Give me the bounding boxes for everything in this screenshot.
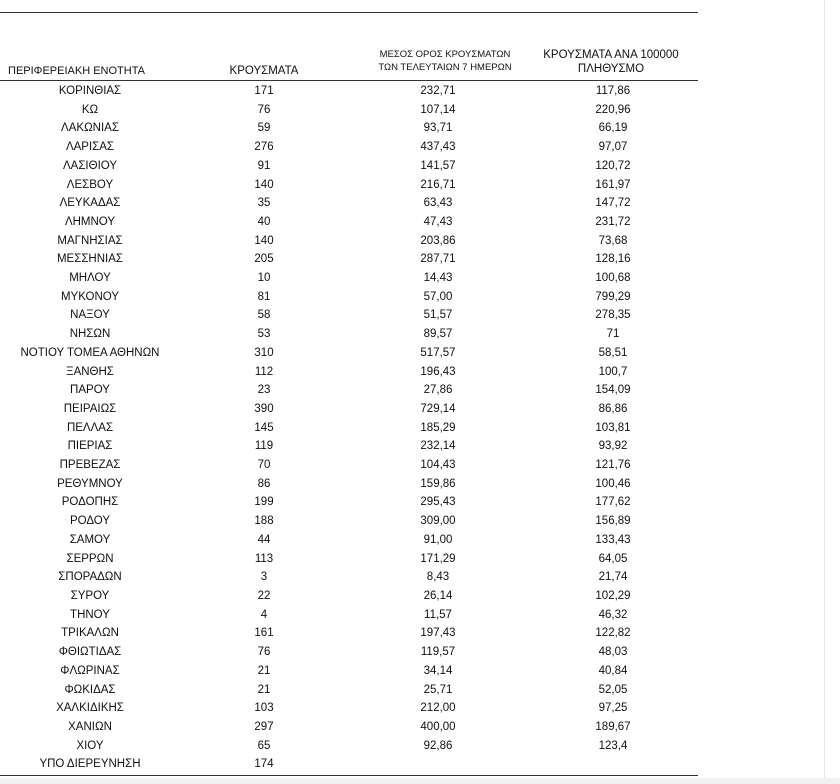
cell-seven-day-average: 47,43: [423, 215, 453, 228]
cell-region: ΤΗΝΟΥ: [70, 608, 110, 621]
table-row: [0, 587, 698, 606]
cell-cases: 3: [260, 571, 268, 584]
cell-cases-per-100k: 64,05: [598, 552, 628, 565]
cell-cases-per-100k: 122,82: [595, 627, 631, 640]
cell-seven-day-average: 203,86: [420, 234, 456, 247]
cell-cases: 23: [257, 384, 271, 397]
cell-region: ΜΗΛΟΥ: [69, 272, 111, 285]
cell-region: ΡΕΘΥΜΝΟΥ: [57, 477, 123, 490]
table-row: [0, 737, 698, 756]
cell-region: ΠΕΛΛΑΣ: [66, 421, 114, 434]
table-row: [0, 718, 698, 737]
cell-seven-day-average: 8,43: [426, 571, 450, 584]
cell-cases-per-100k: 117,86: [595, 85, 631, 97]
cell-seven-day-average: [348, 755, 528, 774]
table-row: [0, 381, 698, 400]
cell-cases-per-100k: 189,67: [595, 720, 631, 733]
table-body: [0, 82, 698, 774]
cell-region: ΠΙΕΡΙΑΣ: [67, 440, 113, 453]
cell-cases: 103: [254, 702, 274, 715]
table-row: [0, 568, 698, 587]
cell-cases-per-100k: 177,62: [595, 496, 631, 509]
table-row: [0, 325, 698, 344]
table-row: [0, 493, 698, 512]
table-row: [0, 699, 698, 718]
cell-cases: 276: [254, 141, 274, 154]
cell-seven-day-average: 119,57: [420, 646, 456, 659]
cell-cases: 76: [257, 103, 271, 116]
cell-region: ΜΑΓΝΗΣΙΑΣ: [57, 234, 123, 247]
page-edge: [824, 0, 825, 784]
cell-seven-day-average: 57,00: [423, 290, 453, 303]
cell-cases-per-100k: 46,32: [598, 608, 628, 621]
cell-seven-day-average: 216,71: [420, 178, 456, 191]
cell-cases-per-100k: 121,76: [595, 459, 631, 472]
cell-cases: 10: [257, 272, 271, 285]
table-row: [0, 512, 698, 531]
cell-region: ΚΩ: [81, 103, 99, 116]
cell-cases-per-100k: 220,96: [595, 103, 631, 116]
cell-region: ΛΑΣΙΘΙΟΥ: [62, 159, 118, 172]
cell-cases: 390: [254, 402, 274, 415]
cell-cases: 70: [257, 459, 271, 472]
cell-cases-per-100k: 102,29: [595, 589, 631, 602]
cell-seven-day-average: 729,14: [420, 402, 456, 415]
table-row: [0, 400, 698, 419]
cell-cases: 35: [257, 197, 271, 210]
table-row: [0, 138, 698, 157]
cell-cases-per-100k: 73,68: [598, 234, 628, 247]
cell-seven-day-average: 232,14: [420, 440, 456, 453]
cell-cases-per-100k: 97,25: [598, 702, 628, 715]
cell-cases: 297: [254, 720, 274, 733]
cell-cases-per-100k: 100,46: [595, 477, 631, 490]
cell-seven-day-average: 295,43: [420, 496, 456, 509]
table-row: [0, 157, 698, 176]
cell-cases-per-100k: [528, 755, 698, 774]
table-row: [0, 363, 698, 382]
header-avg-line1: ΜΕΣΟΣ ΟΡΟΣ ΚΡΟΥΣΜΑΤΩΝ: [379, 49, 511, 60]
cell-seven-day-average: 27,86: [423, 384, 453, 397]
cell-seven-day-average: 93,71: [423, 122, 453, 135]
cell-cases-per-100k: 40,84: [598, 664, 628, 677]
cell-region: ΛΑΚΩΝΙΑΣ: [61, 122, 119, 135]
header-per-line2: ΠΛΗΘΥΣΜΟ: [577, 63, 645, 75]
cell-region: ΜΥΚΟΝΟΥ: [60, 290, 120, 303]
cell-cases: 86: [257, 477, 271, 490]
table-row: [0, 344, 698, 363]
cell-cases-per-100k: 58,51: [598, 346, 628, 359]
table-row: [0, 550, 698, 569]
cell-cases: 44: [257, 533, 271, 546]
cell-region: ΛΗΜΝΟΥ: [64, 215, 116, 228]
cell-cases: 76: [257, 646, 271, 659]
table-row: [0, 119, 698, 138]
cell-cases-per-100k: 133,43: [595, 533, 631, 546]
cell-cases: 161: [254, 627, 274, 640]
footer-rule: [0, 775, 698, 776]
cell-cases: 205: [254, 253, 274, 266]
table-row: [0, 437, 698, 456]
cell-region: ΠΡΕΒΕΖΑΣ: [59, 459, 121, 472]
cell-region: ΥΠΟ ΔΙΕΡΕΥΝΗΣΗ: [39, 758, 141, 771]
cell-seven-day-average: 34,14: [423, 664, 453, 677]
cell-cases: 188: [254, 515, 274, 528]
cell-seven-day-average: 91,00: [423, 533, 453, 546]
cell-cases: 81: [257, 290, 271, 303]
table-row: [0, 176, 698, 195]
cell-cases: 4: [260, 608, 268, 621]
cell-seven-day-average: 309,00: [420, 515, 456, 528]
cell-region: ΝΗΣΩΝ: [69, 328, 111, 341]
header-avg-line2: ΤΩΝ ΤΕΛΕΥΤΑΙΩΝ 7 ΗΜΕΡΩΝ: [378, 62, 512, 73]
cell-cases-per-100k: 123,4: [598, 739, 628, 752]
table-row: [0, 250, 698, 269]
cell-cases: 174: [254, 758, 274, 771]
cell-seven-day-average: 400,00: [420, 720, 456, 733]
cell-cases-per-100k: 278,35: [595, 309, 631, 322]
header-cases: ΚΡΟΥΣΜΑΤΑ: [229, 65, 299, 77]
cell-region: ΛΑΡΙΣΑΣ: [65, 141, 115, 154]
cell-cases: 21: [257, 683, 271, 696]
cell-region: ΦΩΚΙΔΑΣ: [64, 683, 116, 696]
cell-seven-day-average: 107,14: [420, 103, 456, 116]
cell-cases-per-100k: 48,03: [598, 646, 628, 659]
cell-region: ΛΕΣΒΟΥ: [66, 178, 114, 191]
table-row: [0, 419, 698, 438]
cell-cases-per-100k: 52,05: [598, 683, 628, 696]
cell-cases-per-100k: 128,16: [595, 253, 631, 266]
cases-table: [0, 82, 698, 774]
page-bottom-band: [0, 778, 840, 784]
cell-region: ΧΙΟΥ: [76, 739, 104, 752]
cell-region: ΡΟΔΟΠΗΣ: [61, 496, 119, 509]
cell-region: ΚΟΡΙΝΘΙΑΣ: [58, 85, 122, 97]
cell-cases-per-100k: 97,07: [598, 141, 628, 154]
cell-cases: 140: [254, 178, 274, 191]
header-rule: [0, 80, 698, 81]
cell-cases-per-100k: 156,89: [595, 515, 631, 528]
cell-cases-per-100k: 231,72: [595, 215, 631, 228]
cell-cases: 59: [257, 122, 271, 135]
cell-cases: 199: [254, 496, 274, 509]
cell-cases-per-100k: 71: [606, 328, 620, 341]
cell-cases: 53: [257, 328, 271, 341]
cell-cases: 21: [257, 664, 271, 677]
cell-cases-per-100k: 66,19: [598, 122, 628, 135]
cell-region: ΣΠΟΡΑΔΩΝ: [58, 571, 122, 584]
cell-cases: 310: [254, 346, 274, 359]
table-row: [0, 82, 698, 101]
table-row: [0, 269, 698, 288]
cell-seven-day-average: 437,43: [420, 141, 456, 154]
cell-cases-per-100k: 161,97: [595, 178, 631, 191]
cell-region: ΣΕΡΡΩΝ: [66, 552, 114, 565]
cell-seven-day-average: 14,43: [423, 272, 453, 285]
cell-seven-day-average: 63,43: [423, 197, 453, 210]
table-row: [0, 643, 698, 662]
header-region: ΠΕΡΙΦΕΡΕΙΑΚΗ ΕΝΟΤΗΤΑ: [8, 65, 145, 77]
cell-region: ΤΡΙΚΑΛΩΝ: [61, 627, 119, 640]
table-row: [0, 681, 698, 700]
cell-region: ΠΕΙΡΑΙΩΣ: [63, 402, 117, 415]
table-row: [0, 213, 698, 232]
cell-cases: 145: [254, 421, 274, 434]
cell-region: ΣΑΜΟΥ: [69, 533, 111, 546]
cell-cases-per-100k: 147,72: [595, 197, 631, 210]
cell-cases-per-100k: 86,86: [598, 402, 628, 415]
cell-region: ΣΥΡΟΥ: [70, 589, 110, 602]
table-row: [0, 606, 698, 625]
cell-cases-per-100k: 799,29: [595, 290, 631, 303]
cell-seven-day-average: 517,57: [420, 346, 456, 359]
table-row: [0, 475, 698, 494]
cell-region: ΡΟΔΟΥ: [69, 515, 111, 528]
cell-seven-day-average: 51,57: [423, 309, 453, 322]
cell-region: ΜΕΣΣΗΝΙΑΣ: [56, 253, 124, 266]
table-row: [0, 755, 698, 774]
cell-seven-day-average: 25,71: [423, 683, 453, 696]
cell-seven-day-average: 104,43: [420, 459, 456, 472]
table-row: [0, 531, 698, 550]
cell-cases: 112: [254, 365, 274, 378]
cell-seven-day-average: 11,57: [424, 608, 452, 621]
cell-seven-day-average: 141,57: [420, 159, 456, 172]
cell-region: ΛΕΥΚΑΔΑΣ: [59, 197, 121, 210]
cell-cases: 140: [254, 234, 274, 247]
table-row: [0, 456, 698, 475]
cell-cases: 119: [254, 440, 274, 453]
cell-seven-day-average: 185,29: [420, 421, 456, 434]
cell-cases: 58: [257, 309, 271, 322]
cell-region: ΧΑΝΙΩΝ: [68, 720, 112, 733]
cell-seven-day-average: 159,86: [420, 477, 456, 490]
table-row: [0, 662, 698, 681]
table-row: [0, 232, 698, 251]
header-seven-day-average: [360, 48, 530, 74]
cell-region: ΧΑΛΚΙΔΙΚΗΣ: [56, 702, 124, 715]
cell-cases-per-100k: 21,74: [598, 571, 628, 584]
cell-cases: 91: [257, 159, 271, 172]
cell-seven-day-average: 197,43: [420, 627, 456, 640]
cell-cases-per-100k: 103,81: [595, 421, 631, 434]
header-per-line1: ΚΡΟΥΣΜΑΤΑ ΑΝΑ 100000: [543, 49, 679, 61]
cell-region: ΞΑΝΘΗΣ: [66, 365, 114, 378]
cell-region: ΦΛΩΡΙΝΑΣ: [60, 664, 120, 677]
top-rule: [0, 12, 698, 13]
cell-seven-day-average: 232,71: [420, 85, 456, 97]
header-cases-per-100k: [525, 48, 697, 76]
table-row: [0, 288, 698, 307]
cell-cases: 113: [254, 552, 274, 565]
cell-seven-day-average: 26,14: [423, 589, 453, 602]
cell-cases-per-100k: 120,72: [595, 159, 631, 172]
cell-seven-day-average: 212,00: [420, 702, 456, 715]
table-row: [0, 194, 698, 213]
cell-cases-per-100k: 100,7: [598, 365, 628, 378]
cell-region: ΝΟΤΙΟΥ ΤΟΜΕΑ ΑΘΗΝΩΝ: [20, 346, 160, 359]
cell-cases: 65: [257, 739, 271, 752]
cell-seven-day-average: 92,86: [423, 739, 453, 752]
table-row: [0, 624, 698, 643]
cell-cases: 171: [254, 85, 274, 97]
table-row: [0, 101, 698, 120]
cell-cases: 22: [257, 589, 271, 602]
cell-cases-per-100k: 93,92: [598, 440, 628, 453]
cell-region: ΦΘΙΩΤΙΔΑΣ: [58, 646, 122, 659]
cell-cases-per-100k: 100,68: [595, 272, 631, 285]
table-row: [0, 306, 698, 325]
cell-seven-day-average: 196,43: [420, 365, 456, 378]
cell-cases: 40: [257, 215, 271, 228]
cell-region: ΠΑΡΟΥ: [70, 384, 110, 397]
cell-seven-day-average: 287,71: [420, 253, 456, 266]
cell-region: ΝΑΞΟΥ: [70, 309, 110, 322]
cell-cases-per-100k: 154,09: [595, 384, 631, 397]
cell-seven-day-average: 171,29: [420, 552, 456, 565]
cell-seven-day-average: 89,57: [423, 328, 453, 341]
